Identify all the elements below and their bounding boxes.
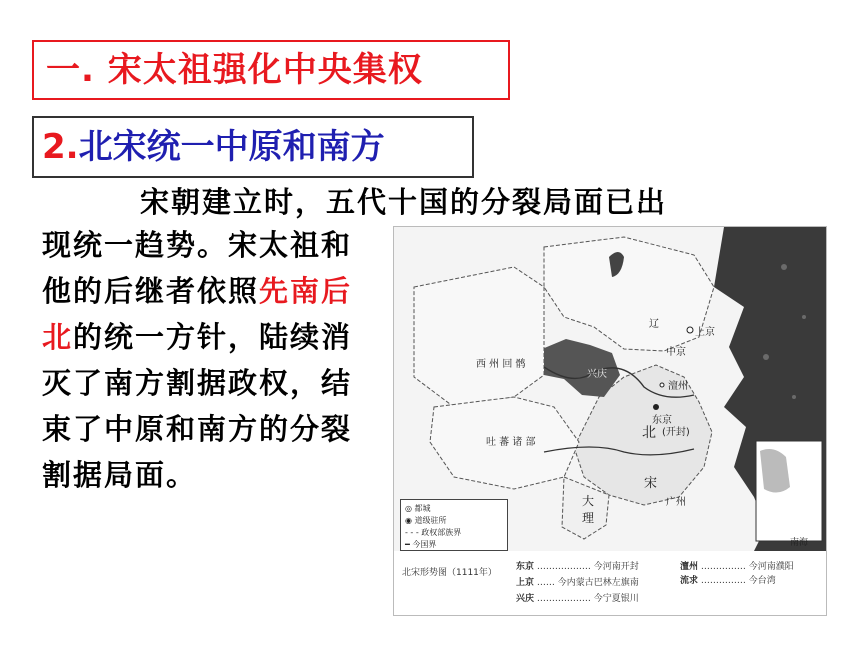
legend-item: ◎ 都城 [405,504,431,513]
label-nanhai: 南海 [790,538,809,548]
map-caption-area [394,551,826,615]
label-guangzhou: 广州 [666,497,686,508]
subsection-heading [32,116,474,178]
legend-item: ◉ 道级驻所 [405,516,447,525]
paragraph-body [42,222,372,498]
label-dongjing: 东京 [652,415,672,426]
highlight-text: 先南后北 [42,274,353,354]
map-note: 兴庆 ……………… 今宁夏银川 [516,594,639,604]
label-dali-2: 理 [582,511,595,525]
xizhou-territory [414,267,544,407]
label-dali-1: 大 [582,494,595,508]
label-song: 宋 [644,476,658,491]
label-liao: 辽 [649,319,659,330]
chanzhou-marker [660,383,664,387]
map-caption: 北宋形势图（1111年） [402,568,497,578]
label-zhongjing: 中京 [666,347,686,358]
map-note: 澶州 …………… 今河南濮阳 [680,562,794,572]
song-map-figure [393,226,827,616]
subsection-title: 北宋统一中原和南方 [78,127,385,167]
legend-item: ‐ ‐ ‐ 政权部族界 [405,528,462,537]
legend-item: ━ 今国界 [405,540,437,549]
map-note: 流求 …………… 今台湾 [680,576,776,586]
section-heading: 一. 宋太祖强化中央集权 [32,40,510,100]
label-chanzhou: 澶州 [668,381,688,392]
label-xingqing: 兴庆 [587,369,607,380]
label-bei: 北 [642,425,656,441]
label-kaifeng: (开封) [662,427,690,438]
label-shangjing: 上京 [695,327,715,338]
label-xizhou-huihu: 西 州 回 鹘 [476,359,526,370]
shangjing-marker [687,327,693,333]
label-tubo: 吐 蕃 诸 部 [486,437,536,448]
map-note: 上京 …… 今内蒙古巴林左旗南 [516,578,639,588]
paragraph-after: 的统一方针，陆续消灭了南方割据政权，结束了中原和南方的分裂割据局面。 [42,320,353,492]
map-note: 东京 ……………… 今河南开封 [516,562,639,572]
paragraph-first-line: 宋朝建立时，五代十国的分裂局面已出 [140,185,668,219]
map-legend [400,499,508,551]
paragraph-before: 现统一趋势。宋太祖和他的后继者依照 [42,228,353,308]
subsection-number: 2. [42,127,79,167]
dongjing-marker [653,404,659,410]
